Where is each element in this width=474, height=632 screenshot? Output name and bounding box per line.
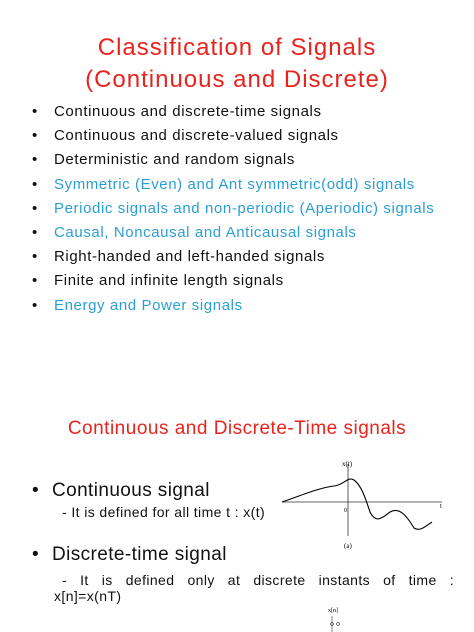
slide-title-line2: (Continuous and Discrete) (85, 66, 389, 93)
list-item[interactable]: • Energy and Power signals (32, 294, 434, 318)
bullet-icon: • (32, 480, 40, 501)
y-axis-label: x(t) (342, 460, 353, 468)
signal-curve (282, 479, 432, 529)
slide-title-line1: Classification of Signals (97, 34, 377, 61)
section-subtitle: Continuous and Discrete-Time signals (67, 418, 407, 439)
continuous-description: - It is defined for all time t : x(t) (62, 504, 266, 520)
discrete-label: Discrete-time signal (52, 544, 227, 565)
discrete-description-line2: x[n]=x(nT) (54, 588, 122, 604)
x-axis-label: t (440, 502, 442, 510)
list-item: • Continuous and discrete-valued signals (32, 124, 434, 148)
list-item[interactable]: • Periodic signals and non-periodic (Aperiodic) signals (32, 197, 434, 221)
continuous-label: Continuous signal (52, 480, 210, 501)
list-item[interactable]: • Causal, Noncausal and Anticausal signals (32, 221, 434, 245)
continuous-heading (32, 480, 210, 502)
discrete-signal-plot (316, 604, 356, 632)
origin-label: 0 (344, 508, 347, 514)
bullet-icon: • (32, 544, 40, 565)
list-item: • Deterministic and random signals (32, 148, 434, 172)
list-item[interactable]: • Symmetric (Even) and Ant symmetric(odd) signals (32, 173, 434, 197)
list-item: • Finite and infinite length signals (32, 269, 434, 293)
sample-dot (337, 623, 340, 626)
discrete-y-label: x[n] (328, 608, 338, 614)
discrete-heading (32, 544, 227, 566)
figure-caption: (a) (344, 542, 352, 550)
discrete-description-line1: - It is defined only at discrete instants of time : (62, 572, 454, 588)
list-item: • Continuous and discrete-time signals (32, 100, 434, 124)
classification-list (32, 100, 434, 318)
continuous-signal-plot (278, 456, 474, 556)
list-item: • Right-handed and left-handed signals (32, 245, 434, 269)
